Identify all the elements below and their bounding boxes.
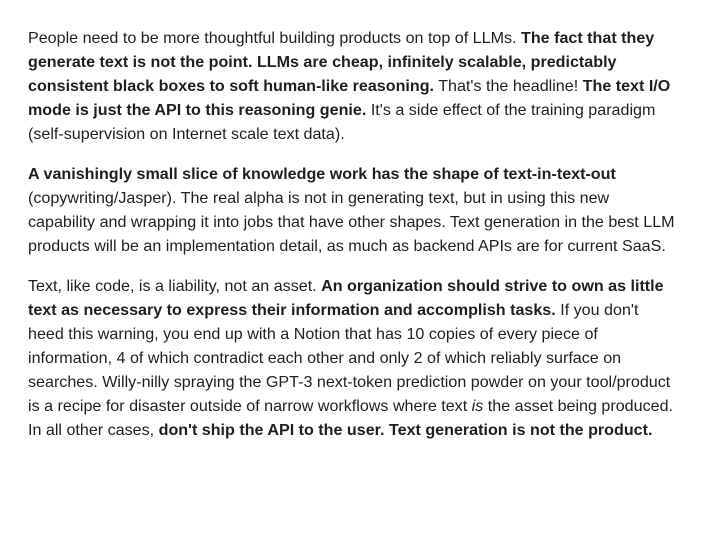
p1-sentence-3: It's a side effect of the training paradigm (self-supervision on Internet scale text data). xyxy=(28,101,656,143)
p3-bold-1: An organization should strive to own as little text as necessary to express their information and accomplish tasks. xyxy=(28,277,664,319)
paragraph-1 xyxy=(28,26,676,146)
p1-bold-1: The fact that they generate text is not the point. xyxy=(28,29,655,71)
p3-sentence-1: Text, like code, is a liability, not an asset. xyxy=(28,277,317,295)
p1-bold-3: The text I/O mode is just the API to this reasoning genie. xyxy=(28,77,671,119)
p3-bold-3: Text generation is not the product. xyxy=(388,421,653,439)
p1-bold-2: LLMs are cheap, infinitely scalable, predictably consistent black boxes to soft human-like reasoning. xyxy=(28,53,617,95)
p2-sentence-1: (copywriting/Jasper). The real alpha is not in generating text, but in using this new capability and wrapping it into jobs that have other shapes. Text generation in the best LLM products will be an implementation detail, as much as backend APIs are for current SaaS. xyxy=(28,189,675,255)
paragraph-2 xyxy=(28,162,676,258)
article-body xyxy=(28,26,676,458)
paragraph-3 xyxy=(28,274,676,442)
p3-italic-is: is xyxy=(471,397,484,415)
p1-sentence-1: People need to be more thoughtful building products on top of LLMs. xyxy=(28,29,517,47)
p3-bold-2: don't ship the API to the user. xyxy=(158,421,385,439)
p1-sentence-2: That's the headline! xyxy=(438,77,579,95)
p2-bold-1: A vanishingly small slice of knowledge work has the shape of text-in-text-out xyxy=(28,165,616,183)
p3-sentence-3: the asset being produced. In all other cases, xyxy=(28,397,673,439)
p3-sentence-2: If you don't heed this warning, you end up with a Notion that has 10 copies of every piece of information, 4 of which contradict each other and only 2 of which reliably surface on searches. Willy-nilly spraying the GPT-3 next-token prediction powder on your tool/product is a recipe for disaster outside of narrow workflows where text xyxy=(28,301,671,415)
